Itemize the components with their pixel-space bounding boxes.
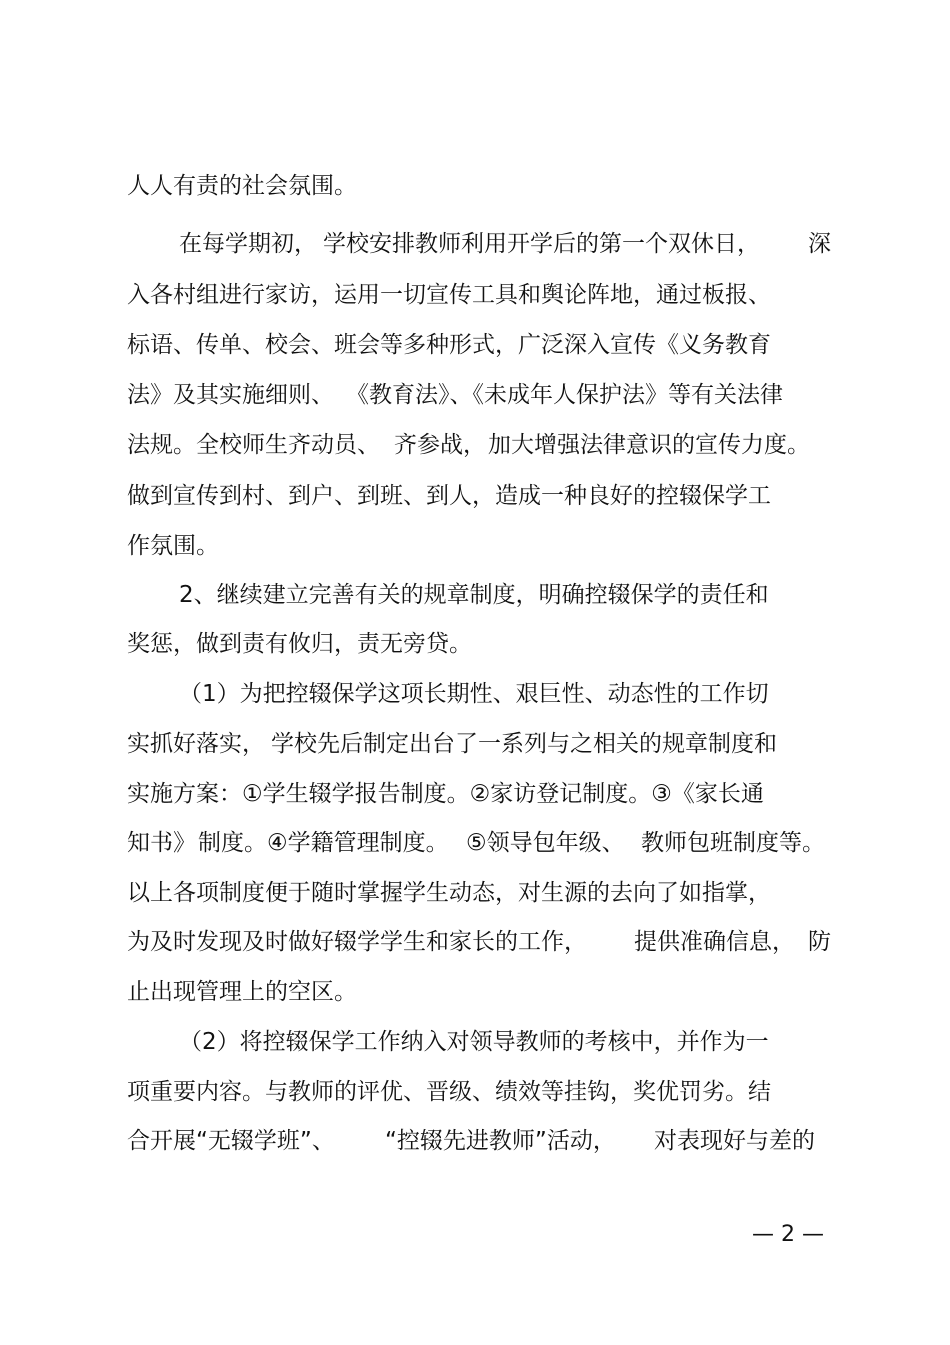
text-segment: 作氛围。 <box>127 533 219 559</box>
text-line <box>0 677 950 711</box>
text-segment: 入各村组进行家访，运用一切宣传工具和舆论阵地，通过板报、 <box>127 282 771 308</box>
text-segment: 防 <box>808 929 831 955</box>
text-line <box>0 876 950 910</box>
text-segment: 法》及其实施细则、 <box>127 382 334 408</box>
text-line <box>0 1025 950 1059</box>
text-line <box>0 1124 950 1158</box>
text-line <box>0 378 950 412</box>
text-line <box>0 777 950 811</box>
text-segment: （1）为把控辍保学这项长期性、艰巨性、动态性的工作切 <box>179 681 769 707</box>
text-segment: 实抓好落实， <box>127 731 265 757</box>
text-segment: 学校安排教师利用开学后的第一个双休日， <box>323 231 760 257</box>
text-segment: 合开展“无辍学班”、 <box>127 1128 335 1154</box>
text-line <box>0 428 950 462</box>
text-segment: 《教育法》、《未成年人保护法》等有关法律 <box>346 382 783 408</box>
text-segment: 以上各项制度便于随时掌握学生动态，对生源的去向了如指掌， <box>127 880 771 906</box>
text-segment: （2）将控辍保学工作纳入对领导教师的考核中，并作为一 <box>179 1029 769 1055</box>
text-segment: 人人有责的社会氛围。 <box>127 173 357 199</box>
text-segment: 齐参战， <box>394 432 486 458</box>
text-segment: 学校先后制定出台了一系列与之相关的规章制度和 <box>271 731 777 757</box>
text-line <box>0 826 950 860</box>
text-line <box>0 1075 950 1109</box>
text-segment: 为及时发现及时做好辍学学生和家长的工作， <box>127 929 587 955</box>
text-segment: 制度。④学籍管理制度。 <box>198 830 449 856</box>
text-line <box>0 627 950 661</box>
text-line <box>0 227 950 261</box>
text-line <box>0 278 950 312</box>
text-line <box>0 529 950 563</box>
text-line <box>0 578 950 612</box>
text-segment: “控辍先进教师”活动， <box>385 1128 616 1154</box>
text-line <box>0 328 950 362</box>
text-segment: 做到宣传到村、到户、到班、到人，造成一种良好的控辍保学工 <box>127 483 771 509</box>
text-segment: 2、继续建立完善有关的规章制度，明确控辍保学的责任和 <box>179 582 769 608</box>
text-line <box>0 727 950 761</box>
text-segment: 项重要内容。与教师的评优、晋级、绩效等挂钩，奖优罚劣。结 <box>127 1079 771 1105</box>
text-segment: 法规。全校师生齐动员、 <box>127 432 380 458</box>
text-segment: 知书》 <box>127 830 196 856</box>
text-segment: 对表现好与差的 <box>654 1128 815 1154</box>
text-segment: ⑤领导包年级、 <box>466 830 625 856</box>
text-segment: 教师包班制度等。 <box>641 830 825 856</box>
text-segment: 实施方案：①学生辍学报告制度。②家访登记制度。③《家长通 <box>127 781 764 807</box>
text-line <box>0 479 950 513</box>
text-line <box>0 169 950 203</box>
text-segment: 加大增强法律意识的宣传力度。 <box>488 432 810 458</box>
text-segment: 在每学期初， <box>179 231 317 257</box>
text-segment: 深 <box>808 231 831 257</box>
text-line <box>0 975 950 1009</box>
text-segment: 奖惩，做到责有攸归，责无旁贷。 <box>127 631 472 657</box>
text-segment: 提供准确信息， <box>634 929 795 955</box>
text-segment: 标语、传单、校会、班会等多种形式，广泛深入宣传《义务教育 <box>127 332 771 358</box>
text-line <box>0 925 950 959</box>
page-number: — 2 — <box>752 1222 824 1247</box>
text-segment: 止出现管理上的空区。 <box>127 979 357 1005</box>
